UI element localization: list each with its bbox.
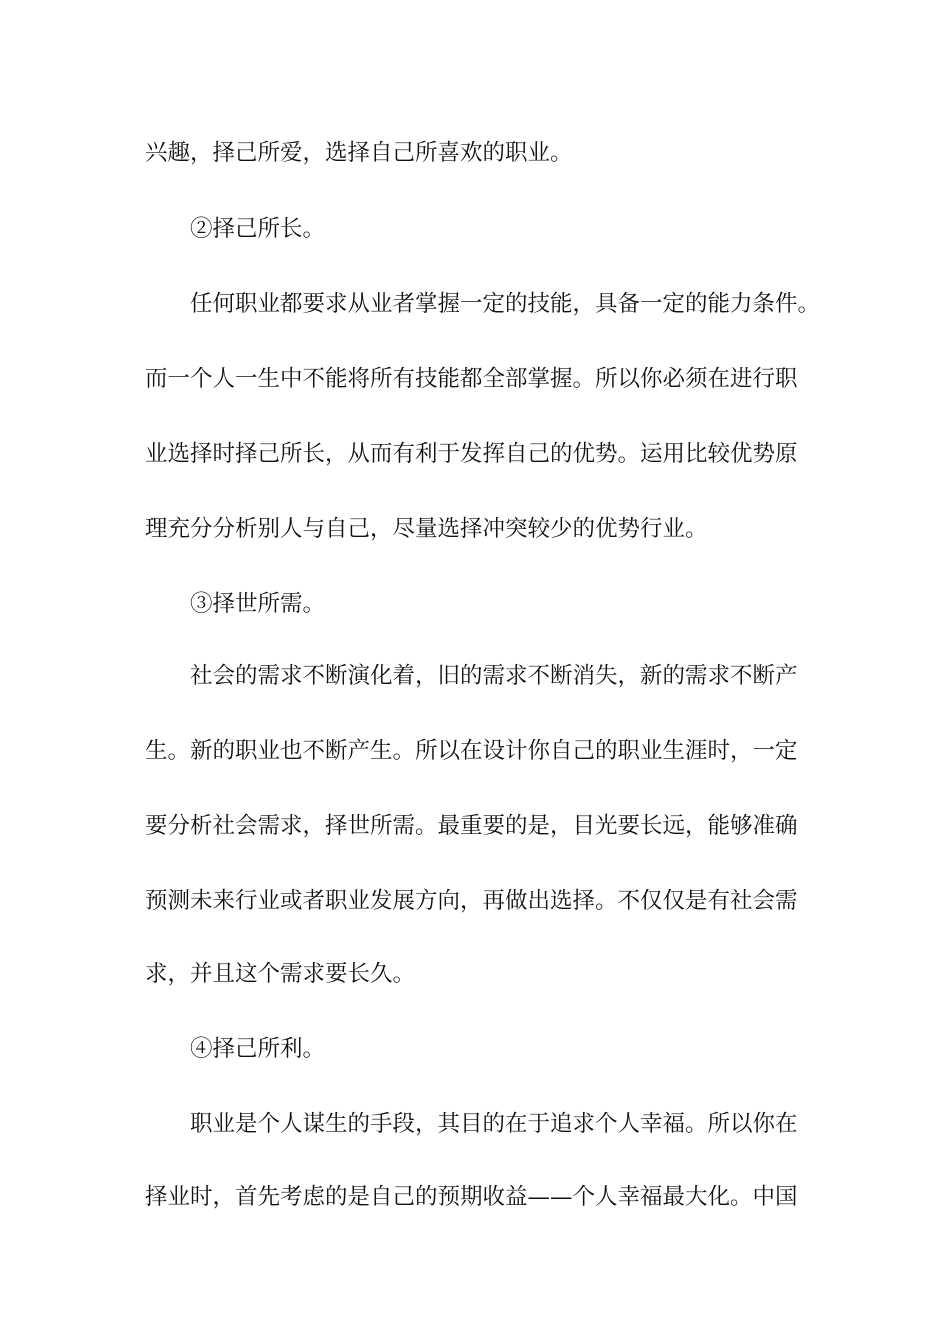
text-line: 业选择时择己所长，从而有利于发挥自己的优势。运用比较优势原	[145, 441, 798, 467]
text-line: 预测未来行业或者职业发展方向，再做出选择。不仅仅是有社会需	[145, 888, 798, 914]
text-line: 而一个人一生中不能将所有技能都全部掌握。所以你必须在进行职	[145, 366, 798, 392]
text-line: 生。新的职业也不断产生。所以在设计你自己的职业生涯时，一定	[145, 738, 798, 764]
section-heading: ②择己所长。	[190, 216, 326, 242]
section-heading: ④择己所利。	[190, 1036, 326, 1062]
text-line: 求，并且这个需求要长久。	[145, 961, 416, 987]
section-heading: ③择世所需。	[190, 591, 326, 617]
paragraph-line: 任何职业都要求从业者掌握一定的技能，具备一定的能力条件。	[190, 291, 821, 317]
paragraph-line: 职业是个人谋生的手段，其目的在于追求个人幸福。所以你在	[190, 1111, 798, 1137]
text-line: 兴趣，择己所爱，选择自己所喜欢的职业。	[145, 140, 573, 166]
text-line: 理充分分析别人与自己，尽量选择冲突较少的优势行业。	[145, 516, 708, 542]
text-line: 要分析社会需求，择世所需。最重要的是，目光要长远，能够准确	[145, 813, 798, 839]
paragraph-line: 社会的需求不断演化着，旧的需求不断消失，新的需求不断产	[190, 663, 798, 689]
text-line: 择业时，首先考虑的是自己的预期收益——个人幸福最大化。中国	[145, 1184, 798, 1210]
